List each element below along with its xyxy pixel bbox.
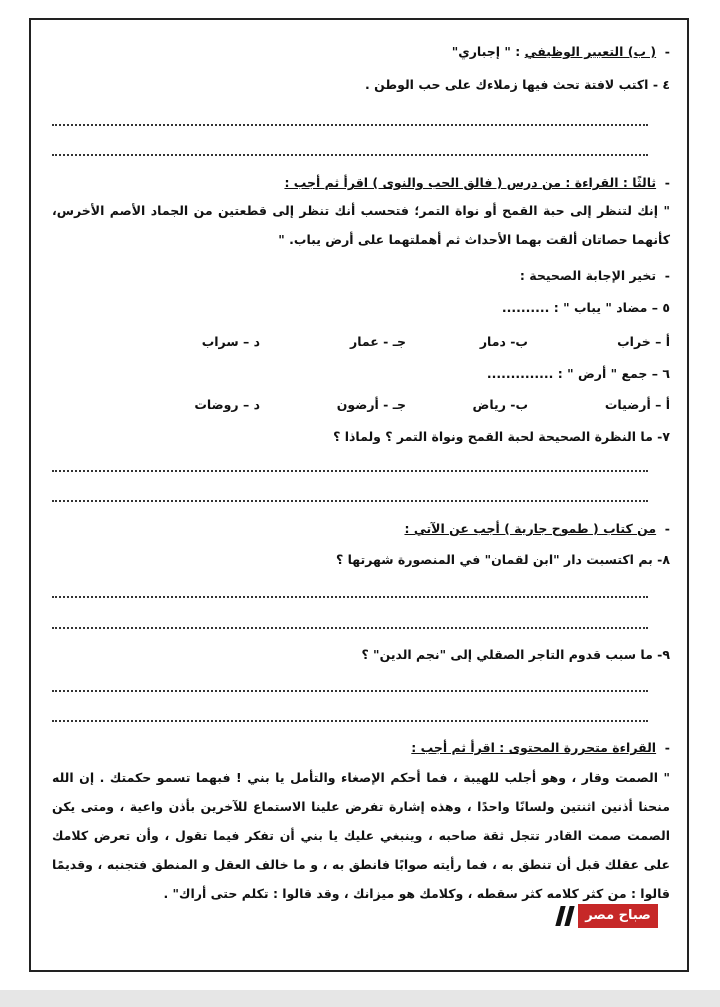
logo-text: صباح مصر xyxy=(578,904,658,928)
answer-line xyxy=(52,596,648,598)
answer-line xyxy=(52,500,648,502)
question-9: ٩- ما سبب قدوم التاجر الصقلي إلى "نجم الدين" ؟ xyxy=(361,647,670,662)
book-heading-line: - من كتاب ( طموح جارية ) أجب عن الآتي : xyxy=(404,521,670,536)
bottom-band xyxy=(0,990,720,1007)
answer-line xyxy=(52,154,648,156)
question-8: ٨- بم اكتسبت دار "ابن لقمان" في المنصورة شهرتها ؟ xyxy=(335,552,670,567)
q5-option-b: ب- دمار xyxy=(479,334,528,349)
choose-heading-line: - تخير الإجابة الصحيحة : xyxy=(519,268,670,283)
watermark-logo xyxy=(548,904,668,928)
q6-option-d: د – روضات xyxy=(194,397,260,412)
free-reading-heading: القراءة متحررة المحتوى : اقرأ ثم أجب : xyxy=(411,740,657,755)
q5-option-c: جـ - عمار xyxy=(350,334,406,349)
q5-option-d: د – سراب xyxy=(201,334,260,349)
section-3-heading-line: - ثالثًا : القراءة : من درس ( فالق الحب والنوى ) اقرأ ثم أجب : xyxy=(284,175,670,190)
question-4: ٤ - اكتب لافتة تحث فيها زملاءك على حب الوطن . xyxy=(365,77,670,92)
answer-line xyxy=(52,124,648,126)
section-b-heading: ( ب) التعبير الوظيفي xyxy=(524,44,657,59)
question-5: ٥ – مضاد " يباب " : .......... xyxy=(501,300,670,315)
q6-option-a: أ – أرضيات xyxy=(604,397,670,412)
section-3-heading: ثالثًا : القراءة : من درس ( فالق الحب والنوى ) اقرأ ثم أجب : xyxy=(284,175,657,190)
q6-option-b: ب- رياض xyxy=(472,397,528,412)
free-reading-heading-line: - القراءة متحررة المحتوى : اقرأ ثم أجب : xyxy=(411,740,670,755)
answer-line xyxy=(52,470,648,472)
answer-line xyxy=(52,720,648,722)
section-b-note: : " إجباري" xyxy=(451,44,521,59)
answer-line xyxy=(52,627,648,629)
question-7: ٧- ما النظرة الصحيحة لحبة القمح ونواة التمر ؟ ولماذا ؟ xyxy=(333,429,670,444)
passage-1: " إنك لتنظر إلى حبة القمح أو نواة التمر؛ فتحسب أنك تنظر إلى قطعتين من الجماد الأصم الأخرس، كأنهما حصاتان ألقت بهما الأحداث ثم أهملتهما على أرض يباب. " xyxy=(52,203,670,247)
choose-heading: تخير الإجابة الصحيحة : xyxy=(519,268,657,283)
section-b-heading-line: - ( ب) التعبير الوظيفي : " إجباري" xyxy=(451,44,670,59)
question-6: ٦ – جمع " أرض " : .............. xyxy=(486,366,670,381)
book-heading: من كتاب ( طموح جارية ) أجب عن الآتي : xyxy=(404,521,657,536)
answer-line xyxy=(52,690,648,692)
passage-2: " الصمت وقار ، وهو أجلب للهيبة ، فما أحكم الإصغاء والتأمل يا بني ! فبهما تسمو حكمتك . إن الله منحنا أذنين اثنتين ولسانًا واحدًا ، وهذه إشارة تفرض علينا الاستماع للآخرين بأذن واعية ، ومتى يكن الصمت صمت القادر تتجل ثقة صاحبه ، وينبغي عليك يا بني أن تفكر فيما تقول ، وأن تعرض كلامك على عقلك قبل أن تنطق به ، فما رأيته صوابًا فانطق به ، و ما خالف العقل و المنطق فتجنبه ، وقديمًا قالوا : من كثر كلامه كثر سقطه ، وكلامك هو ميزانك ، وقد قالوا : تكلم حتى أراك" . xyxy=(52,770,670,901)
q6-option-c: جـ - أرضون xyxy=(336,397,406,412)
q5-option-a: أ – خراب xyxy=(617,334,670,349)
logo-stripe xyxy=(564,906,574,926)
